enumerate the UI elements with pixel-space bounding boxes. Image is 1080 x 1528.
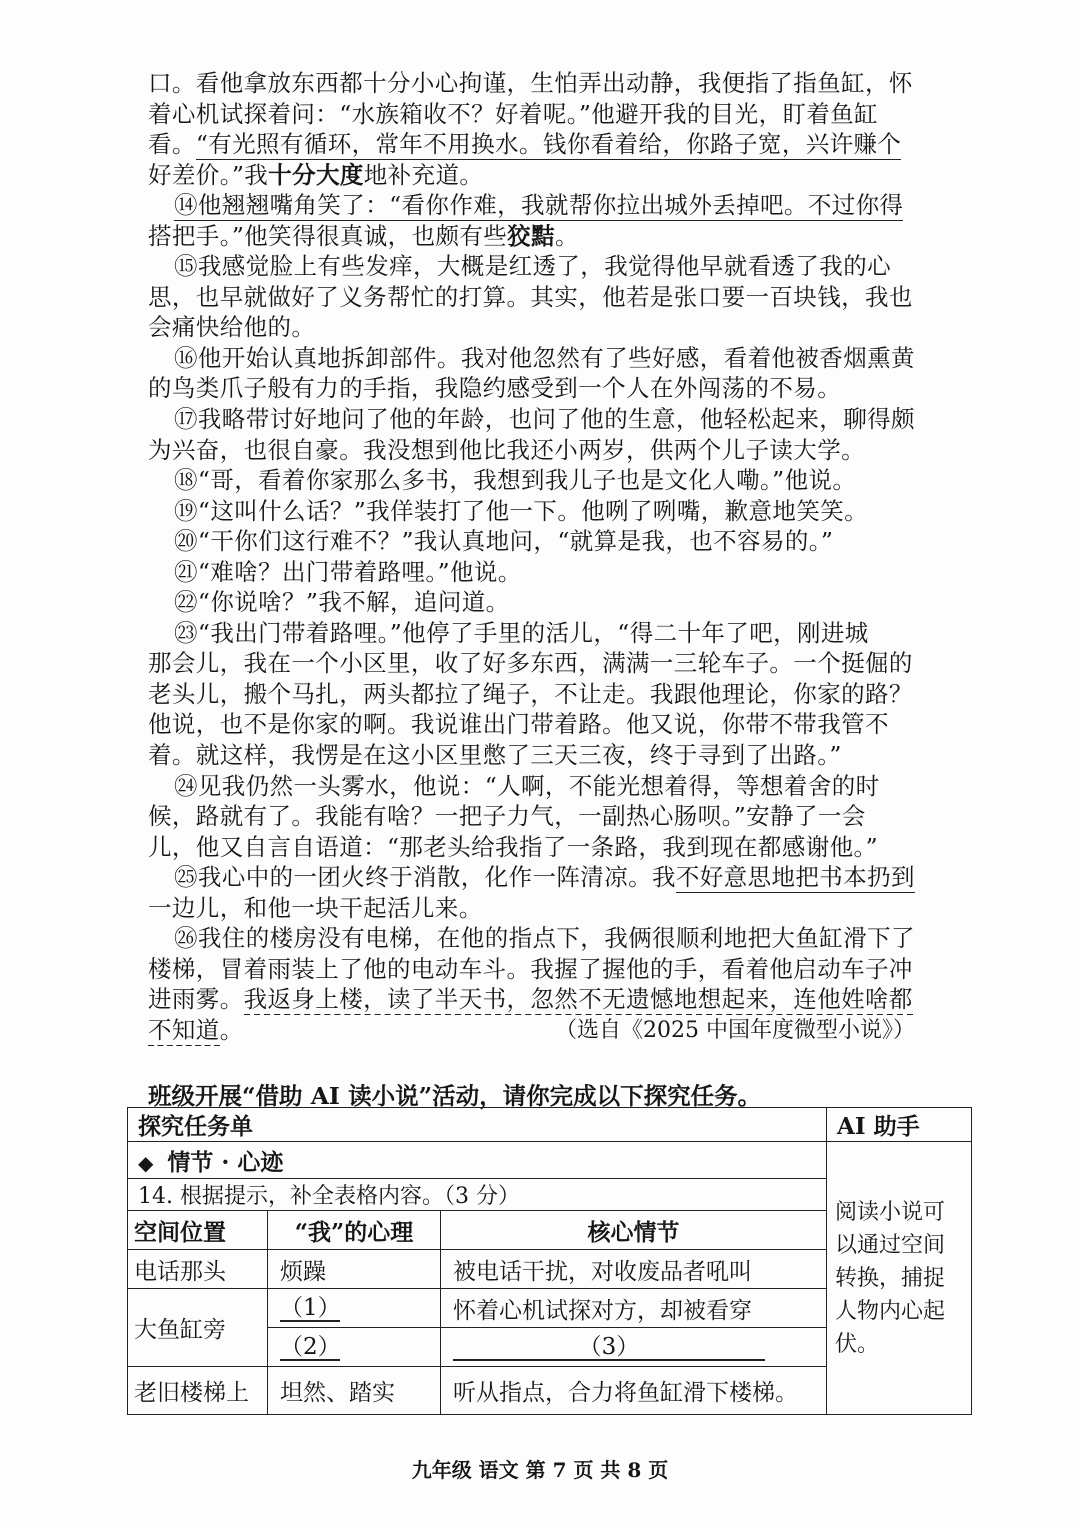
underlined-text: 地补充道。 xyxy=(364,161,484,191)
paragraph-26-line-2: 楼梯，冒着雨装上了他的电动车斗。我握了握他的手，看着他启动车子冲 xyxy=(148,954,913,983)
paragraph-16-line-2: 的鸟类爪子般有力的手指，我隐约感受到一个人在外闯荡的不易。 xyxy=(148,374,842,403)
section-title xyxy=(128,1142,827,1179)
paragraph-21: ㉑“难啥？出门带着路哩。”他说。 xyxy=(174,557,522,586)
paragraph-24-line-1: ㉔见我仍然一头雾水，他说：“人啊，不能光想着得，等想着舍的时 xyxy=(174,771,880,800)
paragraph-16-line-1: ⑯他开始认真地拆卸部件。我对他忽然有了些好感，看着他被香烟熏黄 xyxy=(174,343,915,372)
paragraph-15-line-3: 会痛快给他的。 xyxy=(148,313,316,342)
paragraph-26-line-1: ㉖我住的楼房没有电梯，在他的指点下，我俩很顺利地把大鱼缸滑下了 xyxy=(174,924,915,953)
answer-blank-3[interactable]: （3） xyxy=(453,1335,765,1361)
paragraph-23-line-2: 那会儿，我在一个小区里，收了好多东西，满满一三轮车子。一个挺倔的 xyxy=(148,649,913,678)
story-passage xyxy=(148,68,958,1046)
paragraph-23-line-4: 他说，也不是你家的啊。我说谁出门带着路。他又说，你带不带我管不 xyxy=(148,710,889,739)
text: 进雨雾。 xyxy=(148,985,244,1014)
underlined-quote: “有光照有循环，常年不用换水。钱你看着给，你路子宽，兴许赚个 xyxy=(196,130,902,160)
diamond-icon: ◆ xyxy=(138,1150,154,1175)
mind-blank-cell xyxy=(268,1328,441,1367)
underlined-phrase-end: 一边儿，和他一块干起活儿来。 xyxy=(148,894,483,924)
place-cell: 电话那头 xyxy=(128,1250,268,1289)
underlined-sentence: ⑭他翘翘嘴角笑了：“看你作难，我就帮你拉出城外丢掉吧。不过你得 xyxy=(174,191,903,221)
paragraph-13-line-2: 着心机试探着问：“水族箱收不？好着呢。”他避开我的目光，盯着鱼缸 xyxy=(148,99,879,128)
dashed-underlined-end: 不知道 xyxy=(148,1016,220,1046)
paragraph-13-line-4 xyxy=(148,160,958,191)
paragraph-17-line-2: 为兴奋，也很自豪。我没想到他比我还小两岁，供两个儿子读大学。 xyxy=(148,435,865,464)
paragraph-15-line-1: ⑮我感觉脸上有些发痒，大概是红透了，我觉得他早就看透了我的心 xyxy=(174,252,891,281)
paragraph-14-line-1 xyxy=(148,190,958,221)
dashed-underlined-sentence: 我返身上楼，读了半天书，忽然不无遗憾地想起来，连他姓啥都 xyxy=(244,985,913,1015)
paragraph-25-line-1 xyxy=(148,862,958,893)
paragraph-26-line-3 xyxy=(148,984,958,1015)
underlined-sentence-end: 搭把手。”他笑得很真诚，也颇有些 xyxy=(148,222,507,252)
plot-cell: 被电话干扰，对收废品者吼叫 xyxy=(441,1250,827,1289)
underlined-phrase: 不好意思地把书本扔到 xyxy=(676,863,915,893)
paragraph-14-line-2 xyxy=(148,221,958,252)
ai-assistant-note: 阅读小说可以通过空间转换，捕捉人物内心起伏。 xyxy=(827,1142,972,1415)
paragraph-13-line-3 xyxy=(148,129,958,160)
mind-cell: 坦然、踏实 xyxy=(268,1367,441,1415)
plot-blank-cell xyxy=(441,1328,827,1367)
paragraph-17-line-1: ⑰我略带讨好地问了他的年龄，也问了他的生意，他轻松起来，聊得颇 xyxy=(174,405,915,434)
paragraph-24-line-2: 候，路就有了。我能有啥？一把子力气，一副热心肠呗。”安静了一会 xyxy=(148,802,866,831)
answer-blank-2[interactable]: （2） xyxy=(280,1333,341,1360)
section-label: 情节 · 心迹 xyxy=(167,1148,284,1176)
paragraph-24-line-3: 儿，他又自言自语道：“那老头给我指了一条路，我到现在都感谢他。” xyxy=(148,832,879,861)
column-header-place: 空间位置 xyxy=(128,1211,268,1250)
paragraph-22: ㉒“你说啥？”我不解，追问道。 xyxy=(174,588,510,617)
paragraph-23-line-3: 老头儿，搬个马扎，两头都拉了绳子，不让走。我跟他理论，你家的路？ xyxy=(148,679,913,708)
mind-blank-cell xyxy=(268,1289,441,1328)
paragraph-13-line-1: 口。看他拿放东西都十分小心拘谨，生怕弄出动静，我便指了指鱼缸，怀 xyxy=(148,69,913,97)
column-header-plot: 核心情节 xyxy=(441,1211,827,1250)
page-footer: 九年级 语文 第 7 页 共 8 页 xyxy=(411,1458,669,1482)
period: 。 xyxy=(219,1015,244,1044)
ai-title: AI 助手 xyxy=(827,1108,972,1142)
task-table xyxy=(127,1107,972,1415)
underlined-quote-end: 好差价。”我 xyxy=(148,161,268,191)
paragraph-20: ⑳“干你们这行难不？”我认真地问，“就算是我，也不容易的。” xyxy=(174,527,834,556)
mind-cell: 烦躁 xyxy=(268,1250,441,1289)
table-title: 探究任务单 xyxy=(128,1108,827,1142)
paragraph-15-line-2: 思，也早就做好了义务帮忙的打算。其实，他若是张口要一百块钱，我也 xyxy=(148,282,913,311)
paragraph-23-line-1: ㉓“我出门带着路哩。”他停了手里的活儿，“得二十年了吧，刚进城 xyxy=(174,618,869,647)
text: 看。 xyxy=(148,130,196,159)
period: 。 xyxy=(555,222,579,252)
paragraph-25-line-2 xyxy=(148,893,958,924)
paragraph-19: ⑲“这叫什么话？”我佯装打了他一下。他咧了咧嘴，歉意地笑笑。 xyxy=(174,496,869,525)
plot-cell: 怀着心机试探对方，却被看穿 xyxy=(441,1289,827,1328)
place-cell: 大鱼缸旁 xyxy=(128,1289,268,1367)
task-heading: 班级开展“借助 AI 读小说”活动，请你完成以下探究任务。 xyxy=(148,1082,762,1110)
answer-blank-1[interactable]: （1） xyxy=(280,1294,341,1321)
text: ㉕我心中的一团火终于消散，化作一阵清凉。我 xyxy=(174,863,676,892)
place-cell: 老旧楼梯上 xyxy=(128,1367,268,1415)
paragraph-23-line-5: 着。就这样，我愣是在这小区里憋了三天三夜，终于寻到了出路。” xyxy=(148,741,842,770)
bold-phrase: 十分大度 xyxy=(268,161,364,191)
column-header-mind: “我”的心理 xyxy=(268,1211,441,1250)
bold-word: 狡黠 xyxy=(507,222,555,252)
question-14: 14. 根据提示，补全表格内容。（3 分） xyxy=(128,1179,827,1211)
plot-cell: 听从指点，合力将鱼缸滑下楼梯。 xyxy=(441,1367,827,1415)
paragraph-18: ⑱“哥，看着你家那么多书，我想到我儿子也是文化人嘞。”他说。 xyxy=(174,466,857,495)
source-citation: （选自《2025 中国年度微型小说》） xyxy=(555,1018,915,1043)
